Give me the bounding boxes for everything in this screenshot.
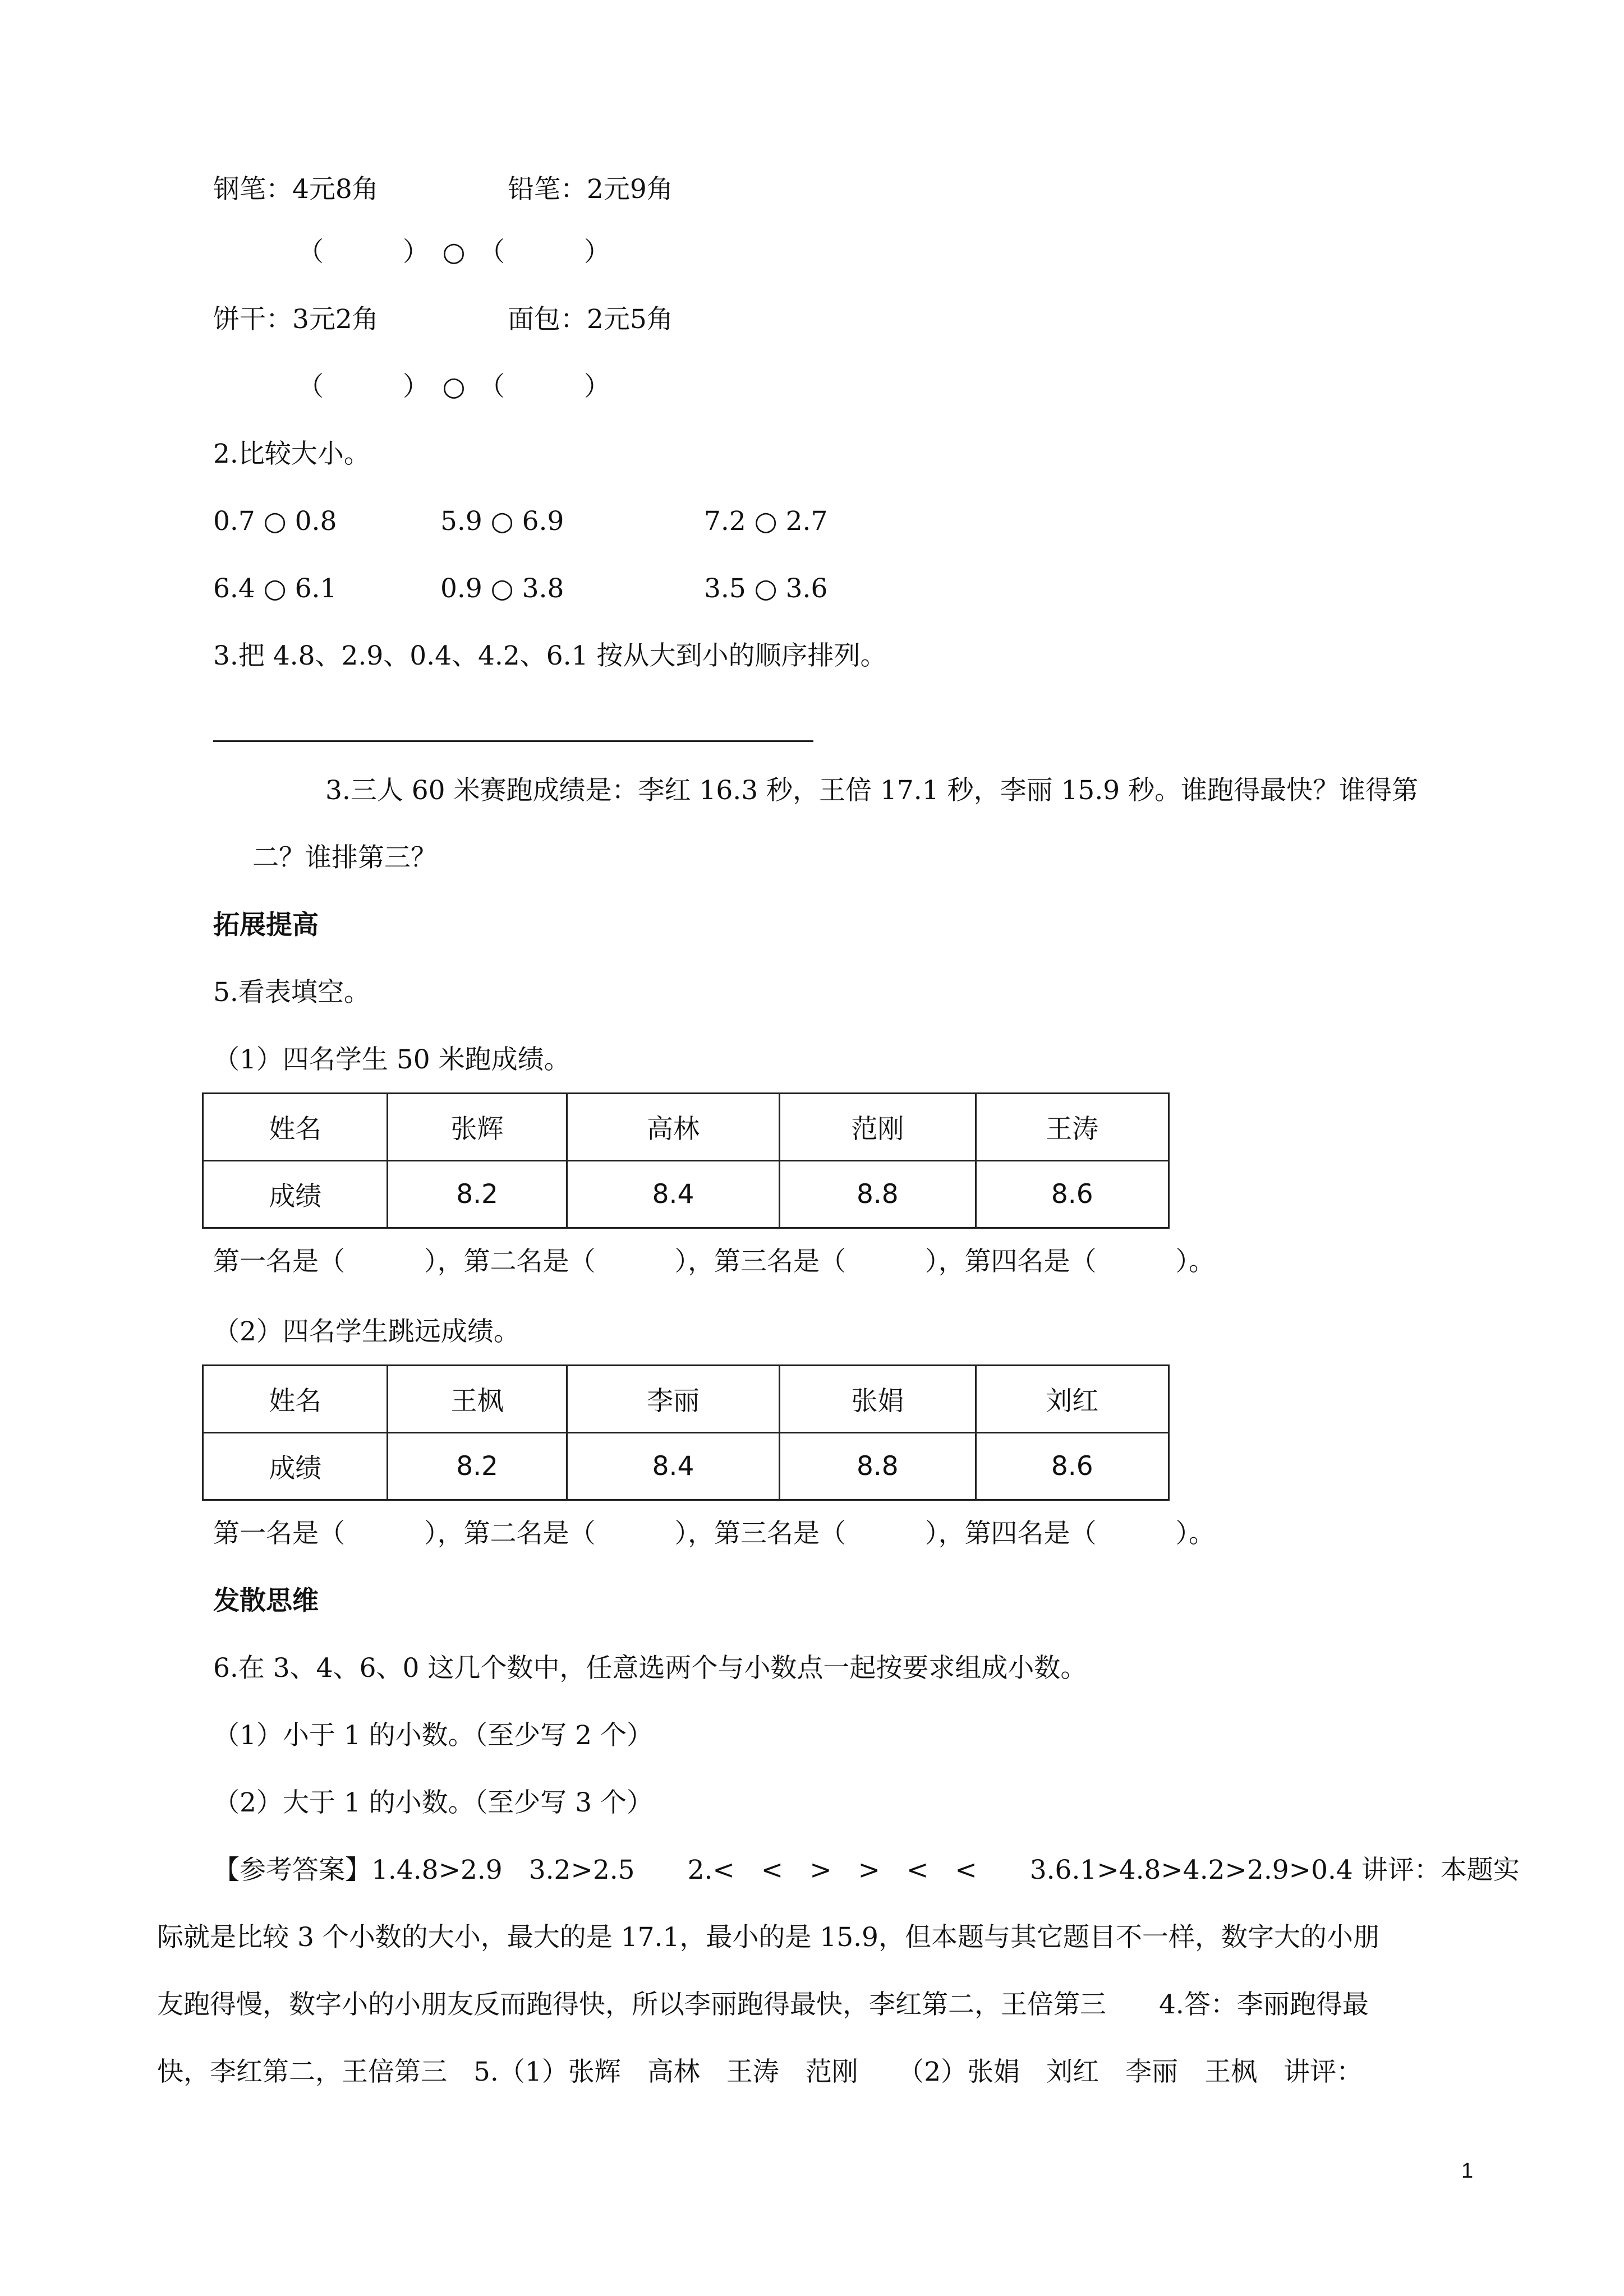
- section-heading-divergent: 发散思维: [213, 1585, 319, 1616]
- compare-blank-1: （ ） ○ （ ）: [297, 237, 611, 268]
- answer-line: [213, 740, 813, 742]
- table-cell: 姓名: [203, 1094, 388, 1161]
- question-2: 2.比较大小。: [213, 439, 370, 469]
- question-5: 5.看表填空。: [213, 977, 370, 1008]
- compare-item: 0.7 ○ 0.8: [213, 506, 337, 537]
- page-number: 1: [1461, 2159, 1474, 2183]
- pen-price: 钢笔：4元8角: [213, 174, 379, 205]
- table-cell: 王涛: [976, 1094, 1168, 1161]
- table-cell: 8.4: [567, 1161, 779, 1228]
- table-cell: 8.4: [567, 1433, 779, 1500]
- table-cell: 8.6: [976, 1433, 1168, 1500]
- answer-line-3: 友跑得慢，数字小的小朋友反而跑得快，所以李丽跑得最快，李红第二，王倍第三 4.答：李丽跑得最: [157, 1989, 1369, 2020]
- ranking-blanks-2: 第一名是（ ），第二名是（ ），第三名是（ ），第四名是（ ）。: [213, 1518, 1215, 1549]
- compare-item: 3.5 ○ 3.6: [704, 573, 828, 604]
- table1-caption: （1）四名学生 50 米跑成绩。: [213, 1044, 571, 1075]
- answer-line-1: 【参考答案】1.4.8>2.9 3.2>2.5 2.< < > > < < 3.6.1>4.8>4.2>2.9>0.4 讲评：本题实: [213, 1855, 1520, 1885]
- table-cell: 8.6: [976, 1161, 1168, 1228]
- table-cell: 姓名: [203, 1366, 388, 1433]
- table-row: [203, 1094, 1169, 1161]
- table-row: [203, 1366, 1169, 1433]
- compare-blank-2: （ ） ○ （ ）: [297, 371, 611, 402]
- table-50m-run: [202, 1092, 1170, 1229]
- bread-price: 面包：2元5角: [508, 304, 673, 335]
- table-cell: 张辉: [388, 1094, 567, 1161]
- biscuit-price: 饼干：3元2角: [213, 304, 379, 335]
- table-cell: 张娟: [780, 1366, 976, 1433]
- section-heading-extension: 拓展提高: [213, 910, 319, 940]
- table-row: [203, 1433, 1169, 1500]
- table-cell: 刘红: [976, 1366, 1168, 1433]
- table-cell: 成绩: [203, 1161, 388, 1228]
- table-cell: 李丽: [567, 1366, 779, 1433]
- ranking-blanks-1: 第一名是（ ），第二名是（ ），第三名是（ ），第四名是（ ）。: [213, 1246, 1215, 1277]
- question-3: 3.把 4.8、2.9、0.4、4.2、6.1 按从大到小的顺序排列。: [213, 640, 887, 671]
- table-cell: 8.2: [388, 1433, 567, 1500]
- question-race-cont: 二？谁排第三？: [252, 842, 437, 873]
- table-cell: 成绩: [203, 1433, 388, 1500]
- compare-item: 0.9 ○ 3.8: [440, 573, 564, 604]
- compare-item: 7.2 ○ 2.7: [704, 506, 828, 537]
- table-cell: 8.8: [780, 1433, 976, 1500]
- table-cell: 范刚: [780, 1094, 976, 1161]
- compare-item: 5.9 ○ 6.9: [440, 506, 564, 537]
- compare-item: 6.4 ○ 6.1: [213, 573, 337, 604]
- table-cell: 王枫: [388, 1366, 567, 1433]
- table-cell: 8.2: [388, 1161, 567, 1228]
- table-row: [203, 1161, 1169, 1228]
- answer-line-2: 际就是比较 3 个小数的大小，最大的是 17.1，最小的是 15.9，但本题与其它题目不一样，数字大的小朋: [157, 1922, 1379, 1953]
- question-6: 6.在 3、4、6、0 这几个数中，任意选两个与小数点一起按要求组成小数。: [213, 1653, 1087, 1684]
- table-cell: 8.8: [780, 1161, 976, 1228]
- table2-caption: （2）四名学生跳远成绩。: [213, 1316, 520, 1347]
- question-6-part-2: （2）大于 1 的小数。（至少写 3 个）: [213, 1787, 653, 1818]
- answer-line-4: 快，李红第二，王倍第三 5.（1）张辉 高林 王涛 范刚 （2）张娟 刘红 李丽 王枫 讲评：: [157, 2057, 1363, 2087]
- table-cell: 高林: [567, 1094, 779, 1161]
- question-race: 3.三人 60 米赛跑成绩是：李红 16.3 秒，王倍 17.1 秒，李丽 15.9 秒。谁跑得最快？谁得第: [325, 775, 1419, 806]
- table-long-jump: [202, 1364, 1170, 1501]
- question-6-part-1: （1）小于 1 的小数。（至少写 2 个）: [213, 1720, 653, 1751]
- pencil-price: 铅笔：2元9角: [508, 174, 673, 205]
